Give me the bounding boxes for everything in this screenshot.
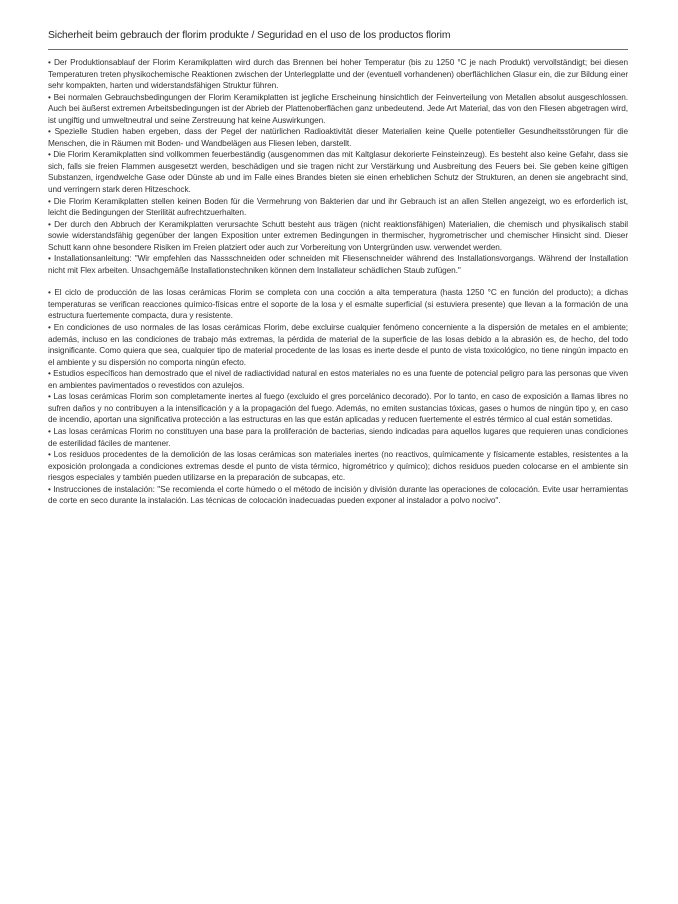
paragraph-de-production: • Der Produktionsablauf der Florim Keramikplatten wird durch das Brennen bei hoher Temperatur (bis zu 1250 °C je nach Produkt) vervollständigt; bei diesen Temperaturen treten physikochemische Reaktionen zwischen der Unterlegplatte und der (eventuell vorhandenen) oberflächlichen Glasur ein, die zur Bildung einer sehr kompakten, harten und widerstandsfähigen Struktur führen.: [48, 58, 628, 91]
paragraph-es-radioactivity: • Estudios específicos han demostrado que el nivel de radiactividad natural en estos materiales no es una fuente de potencial peligro para las personas que viven en ambientes pavimentados o revestidos con azulejos.: [48, 369, 628, 390]
paragraph-de-radioactivity: • Spezielle Studien haben ergeben, dass der Pegel der natürlichen Radioaktivität dieser Materialien keine Quelle potentieller Gesundheitsstörungen für die Menschen, die in Räumen mit Boden- und Wandbelägen aus Fliesen leben, darstellt.: [48, 127, 628, 148]
paragraph-de-bacteria: • Die Florim Keramikplatten stellen keinen Boden für die Vermehrung von Bakterien dar und ihr Gebrauch ist an allen Stellen angezeigt, wo es erforderlich ist, leicht die Bedingungen der Sterilität aufrechtzuerhalten.: [48, 196, 628, 218]
paragraph-de-metals: • Bei normalen Gebrauchsbedingungen der Florim Keramikplatten ist jegliche Erscheinung hinsichtlich der Feinverteilung von Metallen absolut ausgeschlossen. Auch bei äußerst extremen Arbeitsbedingungen ist der Abrieb der Plattenoberflächen ganz unbedeutend. Jede Art Material, das von den Fliesen abgetragen wird, ist ungiftig und umweltneutral und seine Zerstreuung hat keine Auswirkungen.: [48, 92, 628, 125]
section-german: [48, 57, 628, 276]
paragraph-es-installation: • Instrucciones de instalación: "Se recomienda el corte húmedo o el método de incisión y división durante las operaciones de colocación. Evite usar herramientas de corte en seco durante la instalación. Las técnicas de colocación inadecuadas pueden exponer al instalador a polvo nocivo".: [48, 484, 628, 506]
section-spanish: [48, 287, 628, 506]
paragraph-es-rubble: • Los residuos procedentes de la demolición de las losas cerámicas son materiales inertes (no reactivos, químicamente y físicamente estables, resistentes a la exposición prolongada a condiciones extremas desde el punto de vista térmico, higrométrico y químico); dichos residuos pueden colocarse en el ambiente sin riesgos especiales y también pueden utilizarse en la preparación de subcapas, etc.: [48, 450, 628, 483]
paragraph-de-installation: • Installationsanleitung: "Wir empfehlen das Nassschneiden oder schneiden mit Fliesenschneider während des Installationsvorgangs. Während der Installation nicht mit Flex arbeiten. Unsachgemäße Installationstechniken können dem Installateur schädlichen Staub zufügen.": [48, 254, 628, 275]
paragraph-es-fire: • Las losas cerámicas Florim son completamente inertes al fuego (excluido el gres porcelánico decorado). Por lo tanto, en caso de exposición a llamas libres no sufren daños y no contribuyen a la intensificación y a la propagación del fuego. Además, no emiten sustancias tóxicas, gases o humos de ningún tipo y, en caso de incendio, aportan una significativa protección a las estructuras en las que están aplicadas y reducen fuertemente el estrés térmico al cual están sometidas.: [48, 392, 628, 425]
document-page: [48, 0, 628, 507]
paragraph-de-rubble: • Der durch den Abbruch der Keramikplatten verursachte Schutt besteht aus trägen (nicht reaktionsfähigen) Materialien, die chemisch und physikalisch stabil sowie widerstandsfähig gegenüber der langen Exposition unter extremen Bedingungen in thermischer, hygrometrischer und chemischer Hinsicht sind. Dieser Schutt kann ohne besondere Risiken im Freien platziert oder auch zur Vorbereitung von Untergründen usw. verwendet werden.: [48, 219, 628, 252]
paragraph-es-production: • El ciclo de producción de las losas cerámicas Florim se completa con una cocción a alta temperatura (hasta 1250 °C en función del producto); a dichas temperaturas se verifican reacciones químico-físicas entre el soporte de la losa y el esmalte superficial (si estuviera presente) que llevan a la formación de una estructura fuertemente compacta, dura y resistente.: [48, 288, 628, 321]
header-divider: [48, 49, 628, 50]
page-header: Sicherheit beim gebrauch der florim produkte / Seguridad en el uso de los productos florim: [48, 30, 451, 41]
paragraph-de-fire: • Die Florim Keramikplatten sind vollkommen feuerbeständig (ausgenommen das mit Kaltglasur dekorierte Feinsteinzeug). Es besteht also keine Gefahr, dass sie sich, falls sie freien Flammen ausgesetzt werden, beschädigen und sie tragen nicht zur Verstärkung und Ausbreitung des Feuers bei. Sie geben keine giftigen Substanzen, irgendwelche Gase oder Dünste ab und im Falle eines Brandes bieten sie einen erheblichen Schutz der Strukturen, an denen sie angebracht sind, und verringern stark deren Hitzeschock.: [48, 150, 628, 195]
paragraph-es-bacteria: • Las losas cerámicas Florim no constituyen una base para la proliferación de bacterias, siendo indicadas para aquellos lugares que requieren unas condiciones de esterilidad fáciles de mantener.: [48, 426, 628, 448]
paragraph-es-metals: • En condiciones de uso normales de las losas cerámicas Florim, debe excluirse cualquier fenómeno concerniente a la dispersión de metales en el ambiente; además, incluso en las condiciones de trabajo más extremas, la pérdida de material de la superficie de las losas debido a la abrasión es, de hecho, del todo insignificante. Como quiera que sea, cualquier tipo de material procedente de las losas es inerte desde el punto de vista toxicológico, no tiene ningún impacto en el ambiente y su dispersión no comporta ningún efecto.: [48, 323, 628, 367]
